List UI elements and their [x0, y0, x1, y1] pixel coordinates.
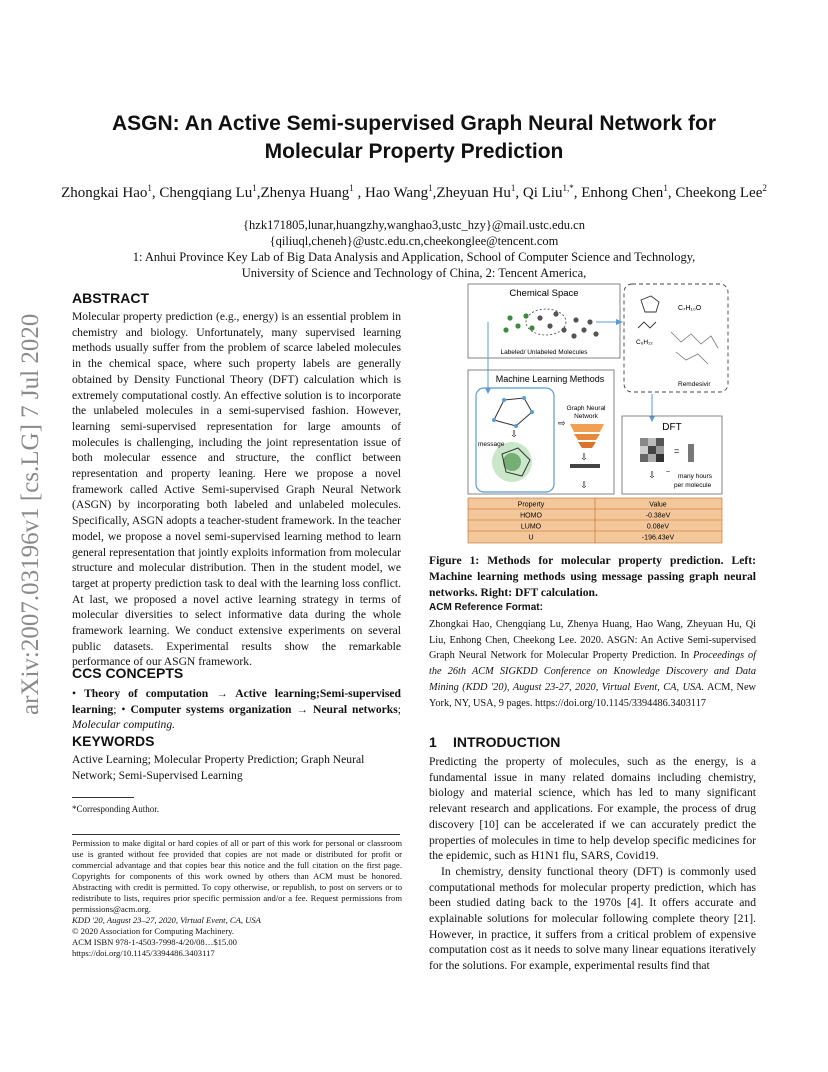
formula-2: C₆H₁₂ [636, 339, 653, 346]
ccs-term: Theory of computation → Active learning;Semi-supervised learning [72, 687, 401, 716]
paper-title [60, 110, 768, 166]
table-cell: -196.43eV [641, 534, 675, 542]
figure-1 [466, 282, 756, 544]
intro-paragraph-2: In chemistry, density functional theory (DFT) is commonly used computational methods for molecular property prediction, which has been studied dating back to the 1970s [4]. It offers accurate and explainable solutions for molecular following complete theory [21]. However, in practice, it suffers from a critical problem of expensive computation cost as it needs to solve many linear equations iteratively for the solutions. For example, experimental results find that [429, 864, 756, 973]
chemical-space-label: Chemical Space [509, 288, 579, 299]
abstract-heading: ABSTRACT [72, 290, 149, 306]
svg-text:⇩: ⇩ [580, 452, 588, 462]
author: Enhong Chen$^1$, [581, 183, 676, 201]
arxiv-stamp-text: arXiv:2007.03196v1 [cs.LG] 7 Jul 2020 [17, 313, 44, 715]
per-molecule-label: per molecule [674, 482, 712, 489]
introduction-heading: 1 INTRODUCTION [429, 734, 561, 750]
permission-doi-link[interactable]: https://doi.org/10.1145/3394486.3403117 [72, 948, 215, 958]
gnn-label-1: Graph Neural [566, 405, 606, 412]
property-table [468, 498, 722, 543]
ml-methods-label: Machine Learning Methods [495, 374, 605, 384]
formula-1: C₇H₁₀O [678, 305, 702, 312]
author-list [60, 178, 768, 203]
permission-text: Permission to make digital or hard copies of all or part of this work for personal or classroom use is granted without fee provided that copies are not made or distributed for profit or commercial advantage and that copies bear this notice and the full citation on the first page. Copyrights for components of this work owned by others than ACM must be honored. Abstracting with credit is permitted. To copy otherwise, or republish, to post on servers or to redistribute to lists, requires prior specific permission and/or a fee. Request permissions from permissions@acm.org. [72, 838, 402, 914]
ccs-concepts: • Theory of computation → Active learning;Semi-supervised learning; • Computer systems organization → Neural networks; Molecular computing. [72, 687, 402, 731]
title-line-1: ASGN: An Active Semi-supervised Graph Neural Network for [111, 112, 717, 135]
permission-rule [72, 834, 400, 835]
keywords-text: Active Learning; Molecular Property Prediction; Graph Neural Network; Semi-Supervised Learning [72, 753, 365, 782]
table-cell: 0.08eV [646, 523, 670, 531]
gnn-label-2: Network [574, 413, 598, 420]
dft-result-vector [688, 444, 694, 462]
figure-caption: Figure 1: Methods for molecular property prediction. Left: Machine learning methods using message passing graph neural networks. Right: DFT calculation. [429, 554, 756, 599]
author: Hao Wang$^1$, [364, 183, 437, 201]
svg-text:~: ~ [666, 469, 671, 476]
table-cell: U [528, 534, 534, 542]
emails-line-2: {qiliuql,cheneh}@ustc.edu.cn,cheekonglee@tencent.com [269, 234, 559, 248]
intro-paragraph-1: Predicting the property of molecules, such as the energy, is a fundamental issue in many related domains including chemistry, biology and material science, which has led to many significant relevant research and applications. For example, the process of drug discovery [10] can be accelerated if we can accurately predict the properties of molecules in time to help develop specific medicines for the epidemic, such as H1N1 flu, SARS, Covid19. [429, 755, 756, 863]
svg-text:⇩: ⇩ [648, 470, 656, 480]
affiliation-line-1: 1: Anhui Province Key Lab of Big Data Analysis and Application, School of Computer Science and Technology, [132, 250, 696, 264]
remdesivir-drawing [671, 332, 718, 348]
footnote-rule [72, 797, 134, 798]
author: Cheekong Lee$^2$ [675, 183, 767, 201]
acm-reference: Zhongkai Hao, Chengqiang Lu, Zhenya Huang, Hao Wang, Zheyuan Hu, Qi Liu, Enhong Chen, Cheekong Lee. 2020. ASGN: An Active Semi-supervised Graph Neural Network for Molecular Property Prediction. In Proceedings of the 26th ACM SIGKDD Conference on Knowledge Discovery and Data Mining (KDD '20), August 23-27, 2020, Virtual Event, CA, USA. ACM, New York, NY, USA, 9 pages. https://doi.org/10.1145/3394486.3403117 [429, 619, 756, 709]
svg-text:⇩: ⇩ [580, 480, 588, 490]
many-hours-label: many hours [678, 473, 712, 480]
author: Zhongkai Hao$^1$, [61, 183, 160, 201]
ccs-term: Computer systems organization → Neural networks [130, 702, 398, 716]
table-cell: HOMO [520, 512, 542, 520]
keywords-heading: KEYWORDS [72, 733, 155, 749]
introduction-body [429, 754, 756, 974]
table-cell: LUMO [520, 523, 542, 531]
author: Chengqiang Lu$^1$, [159, 183, 261, 201]
author: Qi Liu$^{1,*}$, [522, 183, 582, 201]
affiliation-line-2: University of Science and Technology of China, 2: Tencent America, [241, 266, 587, 280]
author: Zhenya Huang$^1$ , [260, 183, 365, 201]
svg-text:⇩: ⇩ [510, 429, 518, 439]
table-header-property: Property [517, 501, 545, 509]
table-cell: -0.38eV [645, 512, 671, 520]
permission-block [72, 838, 402, 959]
abstract-text: Molecular property prediction (e.g., energy) is an essential problem in chemistry and biology. Unfortunately, many supervised learning methods usually suffer from the problem of scarce labeled molecules in the chemical space, where such property labels are generally obtained by Density Functional Theory (DFT) calculation which is extremely computational costly. An effective solution is to incorporate the unlabeled molecules in a semi-supervised fashion. However, learning semi-supervised representation for large amounts of molecules is challenging, including the joint representation issue of both molecular essence and structure, the conflict between representation and property leaning. Here we propose a novel framework called Active Semi-supervised Graph Neural Network (ASGN) by incorporating both labeled and unlabeled molecules. Specifically, ASGN adopts a teacher-student framework. In the teacher model, we propose a novel semi-supervised learning method to learn general representation that jointly exploits information from molecular structure and molecular distribution. Then in the student model, we target at property prediction task to deal with the learning loss conflict. At last, we proposed a novel active learning strategy in terms of molecular diversities to select informative data during the whole framework learning. We conduct extensive experiments on several public datasets. Experimental results show the remarkable performance of our ASGN framework. [72, 310, 401, 669]
output-vector [570, 464, 600, 468]
emails-line-1: {hzk171805,lunar,huangzhy,wanghao3,ustc_hzy}@mail.ustc.edu.cn [243, 218, 585, 232]
title-line-2: Molecular Property Prediction [264, 140, 564, 163]
permission-venue: KDD '20, August 23–27, 2020, Virtual Event, CA, USA [72, 915, 261, 925]
arxiv-stamp [8, 300, 48, 720]
graph-molecule-1 [494, 398, 532, 426]
permission-copyright: © 2020 Association for Computing Machinery. [72, 926, 235, 936]
table-header-value: Value [649, 501, 667, 509]
selection-ellipse [526, 309, 566, 335]
author: Zheyuan Hu$^1$, [436, 183, 523, 201]
acm-reference-heading: ACM Reference Format: [429, 602, 543, 613]
permission-isbn: ACM ISBN 978-1-4503-7998-4/20/08…$15.00 [72, 937, 237, 947]
labeled-unlabeled-label: Labeled/ Unlabeled Molecules [500, 349, 588, 356]
remdesivir-label: Remdesivir [678, 381, 711, 388]
ccs-heading: CCS CONCEPTS [72, 665, 184, 681]
footnote: *Corresponding Author. [72, 804, 159, 814]
gnn-layer [570, 424, 604, 432]
molecule-drawing [641, 296, 659, 312]
svg-text:⇨: ⇨ [558, 418, 566, 428]
message-label: message [478, 441, 505, 448]
dft-label: DFT [662, 422, 682, 433]
svg-text:=: = [674, 446, 680, 456]
